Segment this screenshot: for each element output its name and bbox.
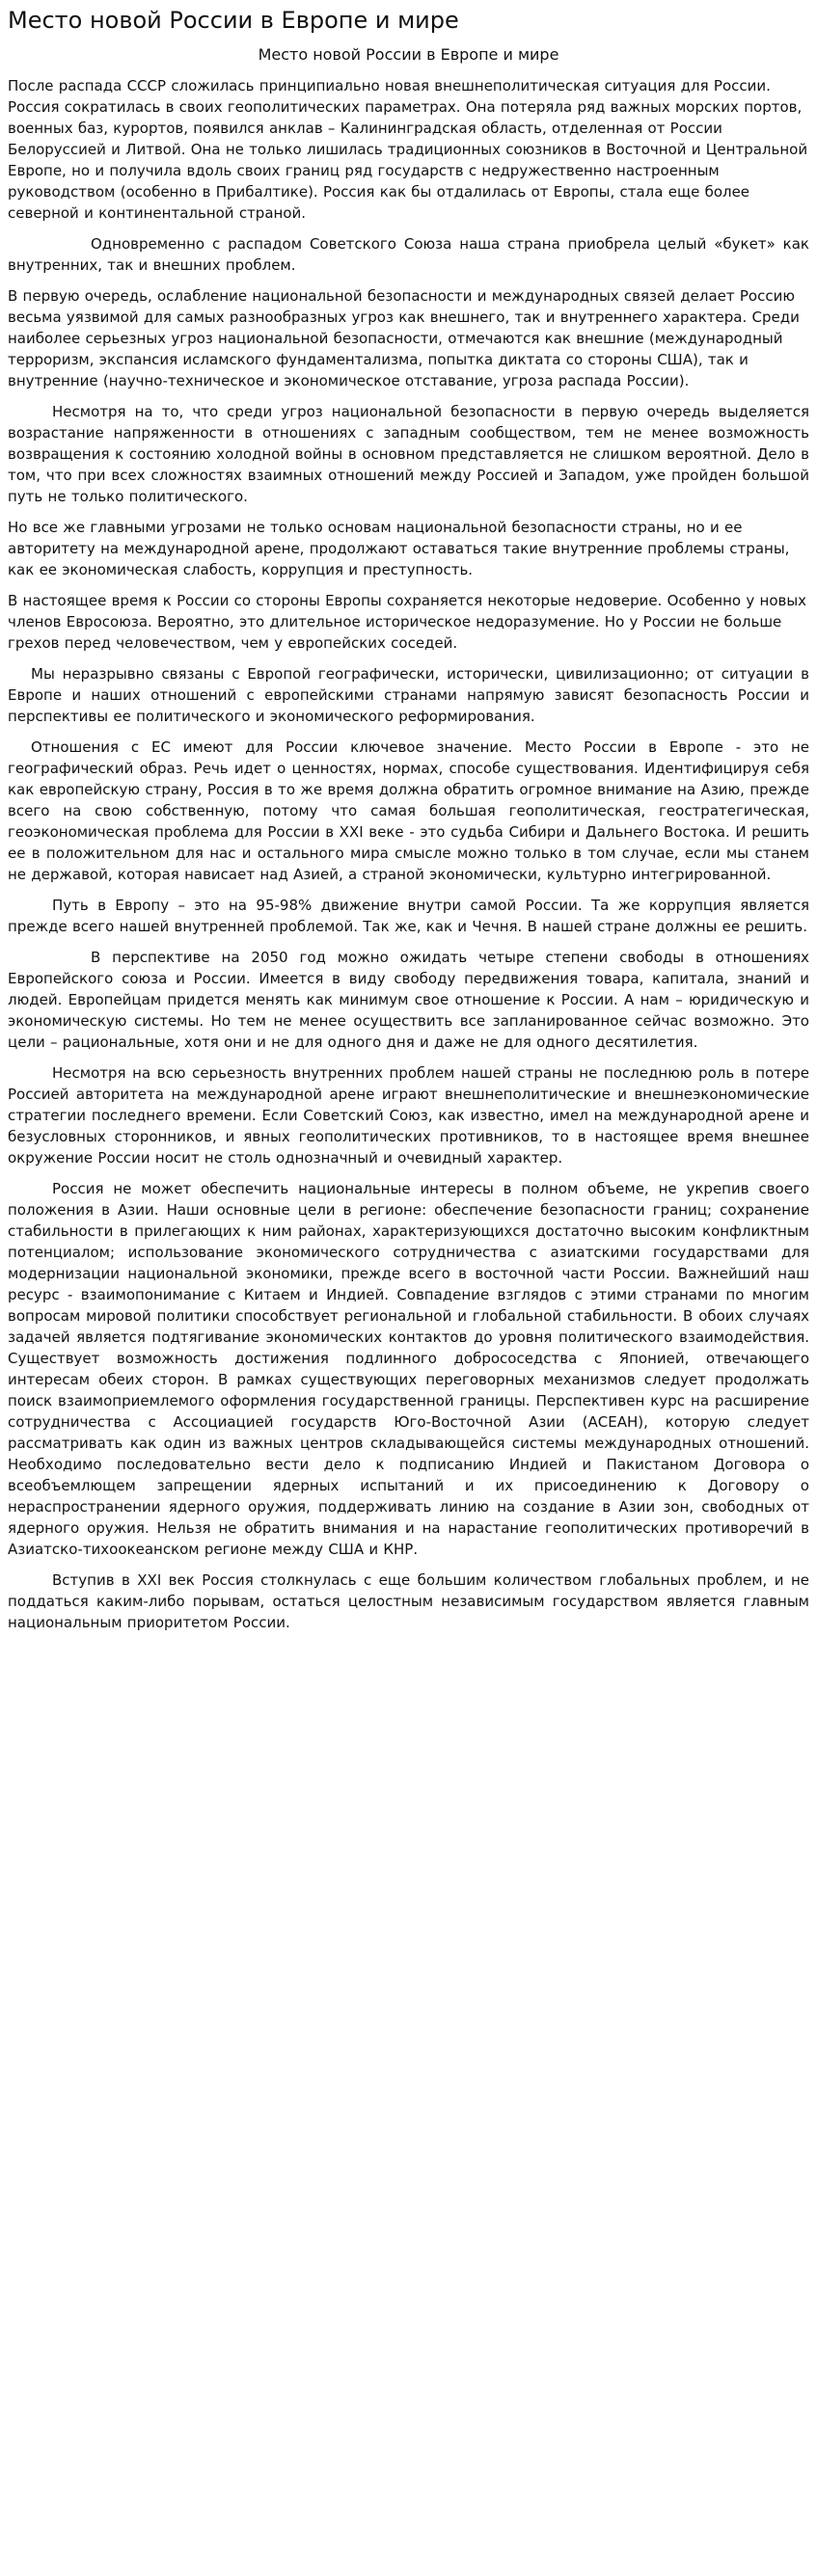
paragraph-7: Мы неразрывно связаны с Европой географически, исторически, цивилизационно; от ситуации в Европе и наших отношений с европейскими странами напрямую зависят безопасность России и перспективы ее политического и экономического реформирования. <box>8 665 809 725</box>
paragraph-9: Путь в Европу – это на 95-98% движение внутри самой России. Та же коррупция является прежде всего нашей внутренней проблемой. Так же, как и Чечня. В нашей стране должны ее решить. <box>8 897 809 935</box>
paragraph-11: Несмотря на всю серьезность внутренних проблем нашей страны не последнюю роль в потере Россией авторитета на международной арене играют внешнеполитические и внешнеэкономические стратегии последнего времени. Если Советский Союз, как известно, имел на международной арене и безусловных сторонников, и явных геополитических противников, то в настоящее время внешнее окружение России носит не столь однозначный и очевидный характер. <box>8 1064 809 1167</box>
paragraph-4: Несмотря на то, что среди угроз национальной безопасности в первую очередь выделяется возрастание напряженности в отношениях с западным сообществом, тем не менее возможность возвращения к состоянию холодной войны в основном представляется не слишком вероятной. Дело в том, что при всех сложностях взаимных отношений между Россией и Западом, уже пройден большой путь не только политического. <box>8 403 809 505</box>
paragraph-12: Россия не может обеспечить национальные интересы в полном объеме, не укрепив своего положения в Азии. Наши основные цели в регионе: обеспечение безопасности границ; сохранение стабильности в прилегающих к ним районах, характеризующихся достаточно высоким конфликтным потенциалом; использование экономического сотрудничества с азиатскими государствами для модернизации национальной экономики, прежде всего в восточной части России. Важнейший наш ресурс - взаимопонимание с Китаем и Индией. Совпадение взглядов с этими странами по многим вопросам мировой политики способствует региональной и глобальной стабильности. В обоих случаях задачей является подтягивание экономических контактов до уровня политического взаимодействия. Существует возможность достижения подлинного добрососедства с Японией, отвечающего интересам обеих сторон. В рамках существующих переговорных механизмов следует продолжать поиск взаимоприемлемого оформления государственной границы. Перспективен курс на расширение сотрудничества с Ассоциацией государств Юго-Восточной Азии (АСЕАН), которую следует рассматривать как один из важных центров складывающейся системы международных отношений. Необходимо последовательно вести дело к подписанию Индией и Пакистаном Договора о всеобъемлющем запрещении ядерных испытаний и их присоединению к Договору о нераспространении ядерного оружия, поддерживать линию на создание в Азии зон, свободных от ядерного оружия. Нельзя не обратить внимания и на нарастание геополитических противоречий в Азиатско-тихоокеанском регионе между США и КНР. <box>8 1180 809 1558</box>
paragraph-2: Одновременно с распадом Советского Союза наша страна приобрела целый «букет» как внутренних, так и внешних проблем. <box>8 235 809 274</box>
paragraph-5: Но все же главными угрозами не только основам национальной безопасности страны, но и ее авторитету на международной арене, продолжают оставаться такие внутренние проблемы страны, как ее экономическая слабость, коррупция и преступность. <box>8 519 790 578</box>
paragraph-3: В первую очередь, ослабление национальной безопасности и международных связей делает Россию весьма уязвимой для самых разнообразных угроз как внешнего, так и внутреннего характера. Среди наиболее серьезных угроз национальной безопасности, отмечаются как внешние (международный терроризм, экспансия исламского фундаментализма, попытка диктата со стороны США), так и внутренние (научно-техническое и экономическое отставание, угроза распада России). <box>8 287 800 389</box>
page-title: Место новой России в Европе и мире <box>8 7 459 34</box>
paragraph-10: В перспективе на 2050 год можно ожидать четыре степени свободы в отношениях Европейского союза и России. Имеется в виду свободу передвижения товара, капитала, знаний и людей. Европейцам придется менять как минимум свое отношение к России. А нам – юридическую и экономическую системы. Но тем не менее осуществить все запланированное сейчас возможно. Это цели – рациональные, хотя они и не для одного дня и даже не для одного десятилетия. <box>8 949 809 1051</box>
document-subtitle: Место новой России в Европе и мире <box>258 45 559 64</box>
paragraph-1: После распада СССР сложилась принципиально новая внешнеполитическая ситуация для России. Россия сократилась в своих геополитических параметрах. Она потеряла ряд важных морских портов, военных баз, курортов, появился анклав – Калининградская область, отделенная от России Белоруссией и Литвой. Она не только лишилась традиционных союзников в Восточной и Центральной Европе, но и получила вдоль своих границ ряд государств с недружественно настроенным руководством (особенно в Прибалтике). Россия как бы отдалилась от Европы, стала еще более северной и континентальной страной. <box>8 77 808 222</box>
paragraph-13: Вступив в XXI век Россия столкнулась с еще большим количеством глобальных проблем, и не поддаться каким-либо порывам, остаться целостным независимым государством является главным национальным приоритетом России. <box>8 1571 809 1631</box>
paragraph-6: В настоящее время к России со стороны Европы сохраняется некоторые недоверие. Особенно у новых членов Евросоюза. Вероятно, это длительное историческое недоразумение. Но у России не больше грехов перед человечеством, чем у европейских соседей. <box>8 592 807 652</box>
paragraph-8: Отношения с ЕС имеют для России ключевое значение. Место России в Европе - это не географический образ. Речь идет о ценностях, нормах, способе существования. Идентифицируя себя как европейскую страну, Россия в то же время должна обратить огромное внимание на Азию, прежде всего на свою собственную, потому что самая большая геополитическая, геостратегическая, геоэкономическая проблема для России в XXI веке - это судьба Сибири и Дальнего Востока. И решить ее в положительном для нас и остального мира смысле можно только в том случае, если мы станем не державой, которая нависает над Азией, а страной экономически, культурно интегрированной. <box>8 738 809 883</box>
document-body <box>8 75 809 1633</box>
